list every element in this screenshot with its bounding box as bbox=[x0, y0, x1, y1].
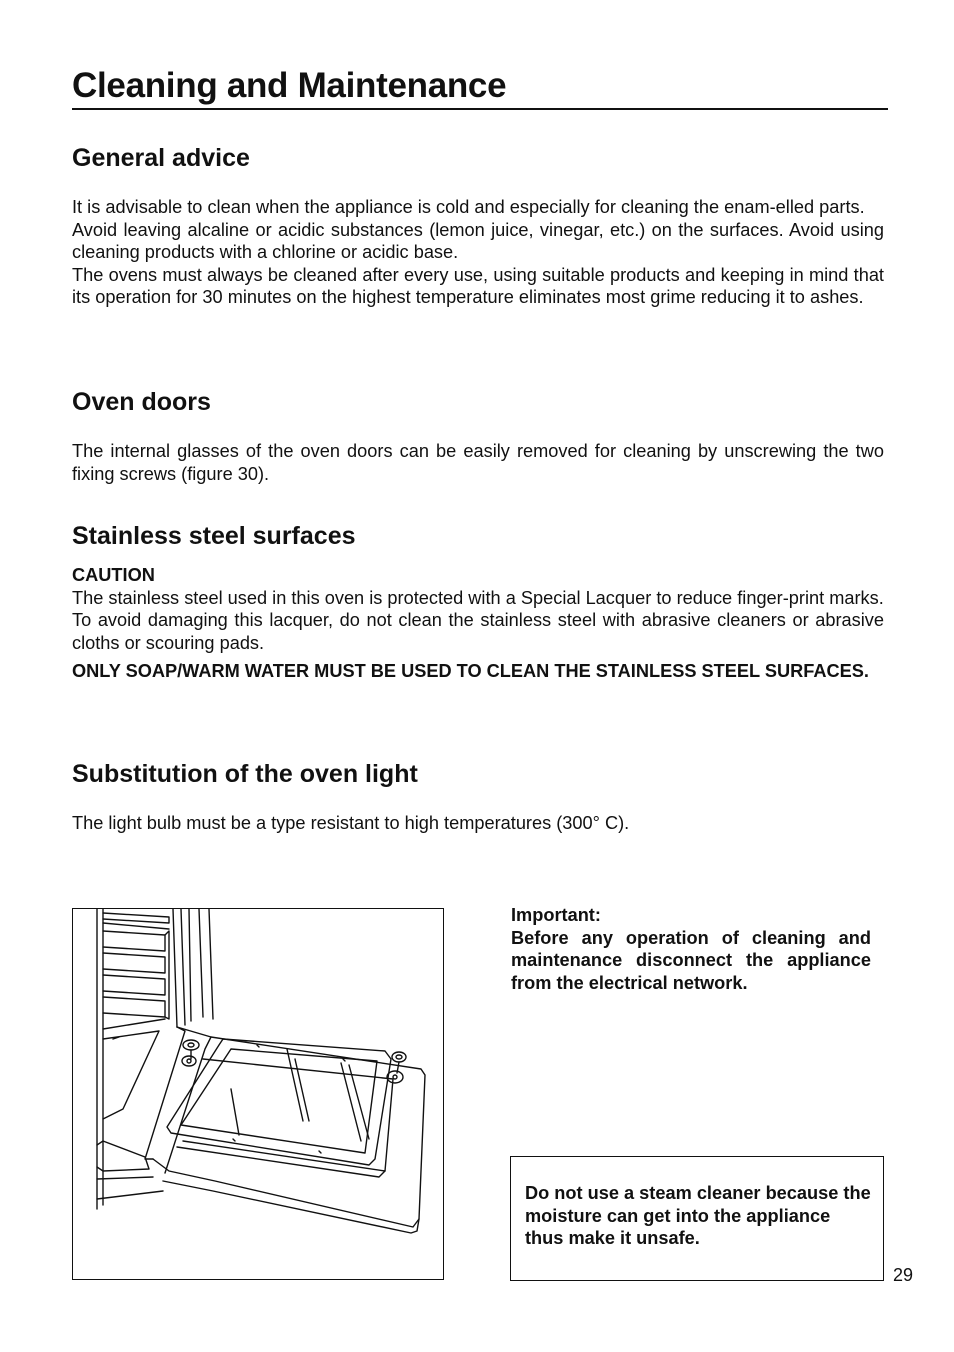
general-advice-paragraph: It is advisable to clean when the appliance is cold and especially for cleaning the enam-elled parts. bbox=[72, 197, 865, 217]
oven-light-paragraph: The light bulb must be a type resistant to high temperatures (300° C). bbox=[72, 813, 630, 833]
stainless-warning: ONLY SOAP/WARM WATER MUST BE USED TO CLEAN THE STAINLESS STEEL SURFACES. bbox=[72, 661, 869, 682]
important-notice bbox=[511, 904, 871, 994]
important-text: Before any operation of cleaning and maintenance disconnect the appliance from the electrical network. bbox=[511, 927, 871, 993]
oven-light-text bbox=[72, 812, 884, 835]
page-title: Cleaning and Maintenance bbox=[72, 64, 888, 110]
heading-general-advice: General advice bbox=[72, 144, 250, 172]
stainless-paragraph: To avoid damaging this lacquer, do not clean the stainless steel with abrasive cleaners or abrasive cloths or scouring pads. bbox=[72, 610, 884, 653]
heading-oven-light: Substitution of the oven light bbox=[72, 760, 418, 788]
general-advice-paragraph: The ovens must always be cleaned after every use, using suitable products and keeping in mind that its operation for 30 minutes on the highest temperature eliminates most grime reducing it to ashes. bbox=[72, 264, 884, 308]
steam-cleaner-warning: Do not use a steam cleaner because the moisture can get into the appliance thus make it unsafe. bbox=[510, 1156, 884, 1281]
page-number: 29 bbox=[893, 1265, 914, 1285]
important-label: Important: bbox=[511, 905, 601, 925]
heading-stainless-steel: Stainless steel surfaces bbox=[72, 522, 356, 550]
oven-door-drawing bbox=[73, 909, 444, 1280]
oven-doors-text bbox=[72, 440, 884, 485]
stainless-paragraph: The stainless steel used in this oven is protected with a Special Lacquer to reduce finger-print marks. bbox=[72, 587, 884, 608]
stainless-text bbox=[72, 564, 884, 683]
heading-oven-doors: Oven doors bbox=[72, 388, 211, 416]
oven-door-illustration bbox=[72, 908, 444, 1280]
general-advice-text bbox=[72, 196, 884, 309]
caution-label: CAUTION bbox=[72, 565, 155, 585]
oven-doors-paragraph: The internal glasses of the oven doors can be easily removed for cleaning by unscrewing the two fixing screws (figure 30). bbox=[72, 441, 884, 484]
general-advice-paragraph: Avoid leaving alcaline or acidic substances (lemon juice, vinegar, etc.) on the surfaces. Avoid using cleaning products with a chlorine or acidic base. bbox=[72, 219, 884, 263]
